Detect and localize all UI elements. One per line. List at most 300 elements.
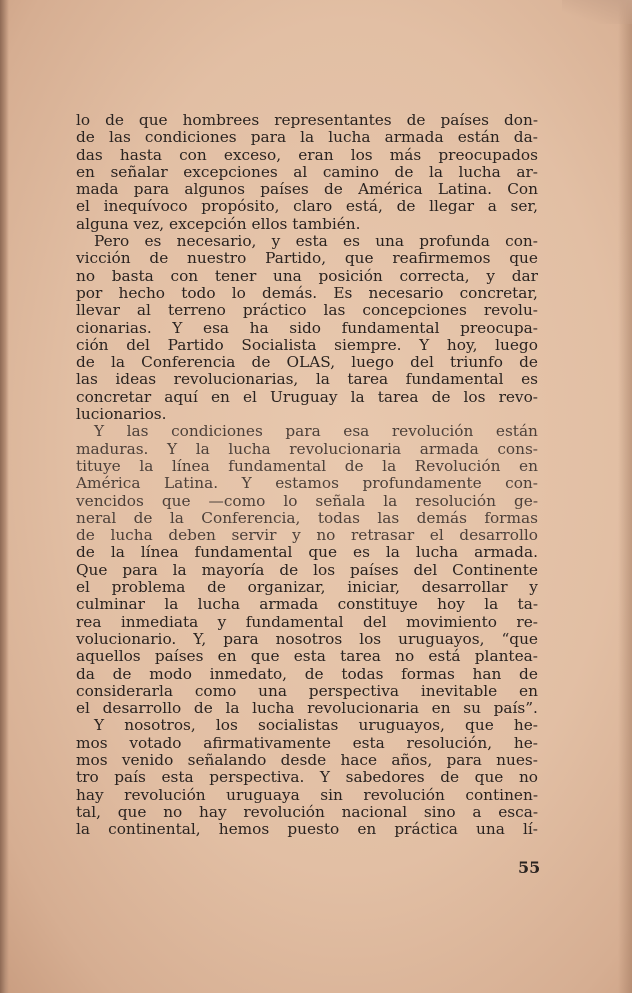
word: el: [429, 526, 444, 545]
word: mada: [76, 180, 119, 199]
word: propósito,: [201, 197, 280, 216]
word: en: [217, 647, 237, 666]
word: problema: [111, 578, 186, 597]
page-number: 55: [518, 858, 541, 877]
word: Que: [76, 560, 108, 579]
word: señala: [315, 491, 366, 510]
word: y: [217, 612, 227, 631]
word: lucha: [415, 543, 459, 562]
word: es: [343, 232, 360, 251]
word: Y: [419, 335, 430, 354]
word: no: [316, 526, 336, 545]
word: en: [519, 681, 538, 700]
word: mayoría: [201, 560, 265, 579]
word: el: [76, 578, 90, 597]
word: lucha: [458, 162, 501, 181]
word: —como: [208, 491, 266, 510]
word: culminar: [76, 595, 145, 614]
word: del: [126, 335, 150, 354]
word: puesto: [287, 820, 340, 839]
word: Latina.: [437, 180, 492, 199]
word: deben: [168, 526, 216, 545]
word: en: [357, 820, 377, 839]
word: los: [350, 145, 373, 164]
text-line: [76, 371, 538, 388]
word: es: [521, 370, 538, 389]
word: ta-: [517, 595, 538, 614]
text-line: [76, 164, 538, 181]
word: no: [163, 802, 183, 821]
text-line: [76, 285, 538, 302]
word: de: [344, 456, 364, 475]
word: fundamental: [245, 612, 344, 631]
word: esta: [293, 647, 326, 666]
word: inevitable: [420, 681, 498, 700]
word: formas: [401, 664, 455, 683]
page-spine-shadow: [0, 0, 9, 993]
word: Socialista: [241, 335, 317, 354]
word: afirmativamente: [203, 733, 331, 752]
word: tarea: [377, 387, 419, 406]
word: los: [313, 560, 336, 579]
word: revolución: [243, 802, 325, 821]
word: las: [377, 508, 400, 527]
text-line: [76, 596, 538, 613]
word: que: [308, 543, 338, 562]
word: que: [344, 249, 374, 268]
word: esca-: [498, 802, 538, 821]
word: hace: [340, 750, 378, 769]
word: de: [193, 699, 213, 718]
body-text: [76, 112, 538, 838]
word: concepciones: [362, 301, 467, 320]
word: que: [250, 647, 280, 666]
word: basta: [111, 266, 154, 285]
word: de: [304, 664, 324, 683]
word: con-: [505, 474, 538, 493]
word: mos: [76, 733, 108, 752]
word: resolución,: [406, 733, 493, 752]
word: siempre.: [334, 335, 402, 354]
word: ser,: [510, 197, 538, 216]
word: demás.: [261, 283, 318, 302]
text-line: [76, 562, 538, 579]
word: de: [76, 526, 95, 545]
word: del: [362, 612, 387, 631]
text-line: [76, 216, 538, 233]
word: condiciones: [171, 422, 263, 441]
text-line: [76, 198, 538, 215]
word: la: [300, 128, 315, 147]
word: Y: [319, 768, 331, 787]
word: inmedato,: [209, 664, 288, 683]
word: no: [395, 647, 415, 666]
word: iniciar,: [347, 578, 400, 597]
word: señalar: [110, 162, 168, 181]
word: lí-: [523, 820, 538, 839]
word: esa: [203, 318, 230, 337]
word: lucha: [197, 595, 240, 614]
word: demás: [416, 508, 467, 527]
word: servir: [231, 526, 277, 545]
word: todas: [317, 508, 360, 527]
word: triunfo: [450, 353, 503, 372]
word: lo: [231, 283, 246, 302]
word: sin: [320, 785, 343, 804]
word: tal,: [76, 802, 102, 821]
word: vicción: [76, 249, 131, 268]
word: en: [519, 456, 538, 475]
word: perspectiva: [308, 681, 400, 700]
word: una: [375, 232, 405, 251]
word: retrasar: [350, 526, 415, 545]
word: fundamental: [405, 370, 504, 389]
word: que: [474, 768, 504, 787]
text-line: [76, 354, 538, 371]
word: el: [76, 699, 90, 718]
word: la: [315, 370, 330, 389]
word: revolu-: [483, 301, 538, 320]
word: lucionarios.: [76, 405, 167, 424]
word: maduras.: [76, 439, 149, 458]
word: hay: [199, 802, 227, 821]
word: excepción: [169, 214, 247, 233]
word: continen-: [465, 785, 538, 804]
word: en: [76, 162, 95, 181]
word: la: [76, 820, 91, 839]
word: desarrollo: [102, 699, 182, 718]
word: su: [463, 699, 481, 718]
word: al: [293, 162, 308, 181]
word: están: [495, 422, 538, 441]
text-line: [76, 666, 538, 683]
word: de: [406, 111, 426, 129]
word: profundamente: [362, 474, 482, 493]
word: aquí: [164, 387, 198, 406]
word: lucha: [328, 128, 371, 147]
word: plantea-: [474, 647, 538, 666]
word: países: [349, 560, 399, 579]
word: excepciones: [183, 162, 278, 181]
text-line: [76, 406, 538, 423]
word: constituye: [337, 595, 418, 614]
word: revolucionaria: [289, 439, 402, 458]
word: del: [410, 353, 434, 372]
word: esta: [295, 232, 328, 251]
word: lucha: [110, 526, 153, 545]
word: armada: [419, 439, 479, 458]
word: para: [446, 750, 482, 769]
word: de: [105, 111, 124, 129]
word: de: [323, 180, 343, 199]
word: a: [487, 197, 497, 216]
word: para: [250, 128, 287, 147]
word: línea: [171, 456, 210, 475]
text-line: [76, 320, 538, 337]
word: práctica: [394, 820, 458, 839]
word: ge-: [513, 491, 538, 510]
word: está: [428, 647, 461, 666]
word: organizar,: [247, 578, 326, 597]
word: la: [110, 543, 125, 562]
word: concretar,: [459, 283, 538, 302]
word: de: [112, 664, 132, 683]
word: Uruguay: [270, 387, 338, 406]
word: condiciones: [144, 128, 237, 147]
word: Pero: [94, 232, 130, 251]
word: lucha: [252, 699, 295, 718]
word: socialistas: [258, 716, 339, 735]
word: camino: [322, 162, 379, 181]
word: vencidos: [76, 491, 144, 510]
text-line: [76, 268, 538, 285]
word: en: [210, 387, 230, 406]
word: para: [223, 629, 259, 648]
word: de: [76, 128, 95, 147]
word: profunda: [419, 232, 490, 251]
word: desarrollo: [459, 526, 538, 545]
text-line: [76, 441, 538, 458]
word: por: [76, 283, 103, 302]
word: Y: [94, 716, 105, 735]
word: para: [122, 560, 158, 579]
word: armada: [384, 128, 444, 147]
word: la: [164, 595, 179, 614]
text-line: [76, 250, 538, 267]
word: una: [272, 266, 302, 285]
word: necesario,: [176, 232, 257, 251]
word: tituye: [76, 456, 121, 475]
word: volucionario.: [76, 629, 177, 648]
word: de: [519, 664, 538, 683]
word: sabedores: [345, 768, 425, 787]
word: países: [154, 647, 204, 666]
word: movimiento: [406, 612, 498, 631]
word: países: [440, 111, 489, 129]
word: país: [114, 768, 146, 787]
word: la: [385, 543, 400, 562]
word: correcta,: [399, 266, 470, 285]
word: nues-: [496, 750, 538, 769]
word: y: [292, 526, 301, 545]
word: más: [389, 145, 422, 164]
word: sino: [423, 802, 456, 821]
word: que: [465, 716, 494, 735]
word: de: [76, 543, 95, 562]
text-line: [76, 631, 538, 648]
word: fundamental: [228, 456, 327, 475]
word: aquellos: [76, 647, 141, 666]
word: de: [519, 353, 538, 372]
word: de: [251, 353, 271, 372]
word: con: [179, 145, 207, 164]
word: preocupados: [438, 145, 538, 164]
text-line: [76, 821, 538, 838]
word: dar: [511, 266, 538, 285]
word: eran: [298, 145, 334, 164]
word: nosotros: [275, 629, 343, 648]
word: hoy,: [446, 335, 478, 354]
word: uruguayos,: [398, 629, 485, 648]
word: estamos: [275, 474, 339, 493]
word: de: [431, 387, 451, 406]
word: nuestro: [187, 249, 247, 268]
word: están: [457, 128, 500, 147]
word: es: [144, 232, 162, 251]
word: señalando: [187, 750, 267, 769]
word: la: [225, 699, 240, 718]
word: la: [428, 162, 443, 181]
word: práctico: [242, 301, 307, 320]
word: también.: [292, 214, 361, 233]
text-line: [76, 458, 538, 475]
text-line: [76, 717, 538, 734]
word: Latina.: [163, 474, 219, 493]
word: fundamental: [341, 318, 440, 337]
word: sido: [289, 318, 321, 337]
text-line: [76, 735, 538, 752]
word: en: [431, 699, 451, 718]
word: la: [383, 491, 398, 510]
word: venido: [121, 750, 174, 769]
word: llegar: [429, 197, 475, 216]
word: hay: [76, 785, 104, 804]
word: lo: [283, 491, 298, 510]
text-line: [76, 337, 538, 354]
word: las: [323, 301, 346, 320]
word: la: [172, 560, 187, 579]
text-line: [76, 510, 538, 527]
word: años,: [391, 750, 433, 769]
word: exceso,: [223, 145, 282, 164]
text-line: [76, 787, 538, 804]
word: he-: [513, 733, 538, 752]
word: América: [76, 474, 141, 493]
word: línea: [140, 543, 179, 562]
word: una: [476, 820, 505, 839]
word: esa: [343, 422, 370, 441]
word: tro: [76, 768, 99, 787]
word: los: [463, 387, 486, 406]
word: revolución: [124, 785, 206, 804]
word: los: [359, 629, 382, 648]
word: modo: [149, 664, 192, 683]
word: vez,: [133, 214, 165, 233]
word: claro: [293, 197, 333, 216]
word: ideas: [115, 370, 157, 389]
word: representantes: [274, 111, 392, 129]
word: hecho: [118, 283, 166, 302]
word: hombrees: [182, 111, 260, 129]
word: al: [136, 301, 151, 320]
word: Y: [241, 474, 252, 493]
word: países: [260, 180, 309, 199]
word: preocupa-: [460, 318, 538, 337]
word: la: [110, 353, 125, 372]
word: Conferencia: [141, 353, 236, 372]
word: mos: [76, 750, 108, 769]
text-line: [76, 302, 538, 319]
word: posición: [318, 266, 383, 285]
word: el: [242, 387, 257, 406]
word: todo: [181, 283, 216, 302]
word: esta: [161, 768, 194, 787]
word: Partido: [167, 335, 224, 354]
word: tener: [214, 266, 257, 285]
word: de: [440, 768, 460, 787]
word: el: [76, 197, 90, 216]
word: uruguaya: [226, 785, 300, 804]
word: Y: [167, 439, 178, 458]
word: continental,: [108, 820, 201, 839]
text-line: [76, 129, 538, 146]
text-line: [76, 147, 538, 164]
word: con: [170, 266, 199, 285]
word: América: [358, 180, 423, 199]
word: la: [350, 387, 365, 406]
text-line: [76, 648, 538, 665]
word: de: [133, 508, 153, 527]
word: luego: [351, 353, 394, 372]
word: considerarla: [76, 681, 173, 700]
word: lo: [76, 111, 91, 129]
word: revolucionarias,: [173, 370, 299, 389]
word: para: [133, 180, 170, 199]
word: tarea: [347, 370, 389, 389]
word: fundamental: [194, 543, 293, 562]
text-line: [76, 544, 538, 561]
word: para: [285, 422, 321, 441]
word: es: [353, 543, 370, 562]
word: la: [139, 456, 154, 475]
text-line: [76, 579, 538, 596]
word: re-: [516, 612, 538, 631]
word: da: [76, 664, 95, 683]
text-line: [76, 423, 538, 440]
word: está,: [345, 197, 383, 216]
word: luego: [495, 335, 538, 354]
text-line: [76, 475, 538, 492]
word: Partido,: [265, 249, 327, 268]
word: la: [382, 456, 397, 475]
word: he-: [513, 716, 538, 735]
word: la: [169, 508, 184, 527]
word: los: [215, 716, 238, 735]
text-line: [76, 614, 538, 631]
word: Continente: [452, 560, 538, 579]
text-line: [76, 752, 538, 769]
page-edge-shadow: [618, 0, 632, 993]
word: nacional: [341, 802, 408, 821]
word: de: [394, 162, 414, 181]
word: las: [108, 128, 131, 147]
word: votado: [129, 733, 182, 752]
word: esta: [352, 733, 385, 752]
word: necesario: [368, 283, 444, 302]
word: reafirmemos: [392, 249, 491, 268]
word: las: [126, 422, 149, 441]
word: nosotros,: [124, 716, 196, 735]
word: del: [413, 560, 438, 579]
word: desarrollar: [421, 578, 508, 597]
word: tarea: [340, 647, 381, 666]
text-line: [76, 769, 538, 786]
word: la: [195, 439, 210, 458]
text-line: [76, 112, 538, 129]
word: uruguayos,: [358, 716, 445, 735]
word: “que: [501, 629, 538, 648]
word: que: [509, 249, 538, 268]
